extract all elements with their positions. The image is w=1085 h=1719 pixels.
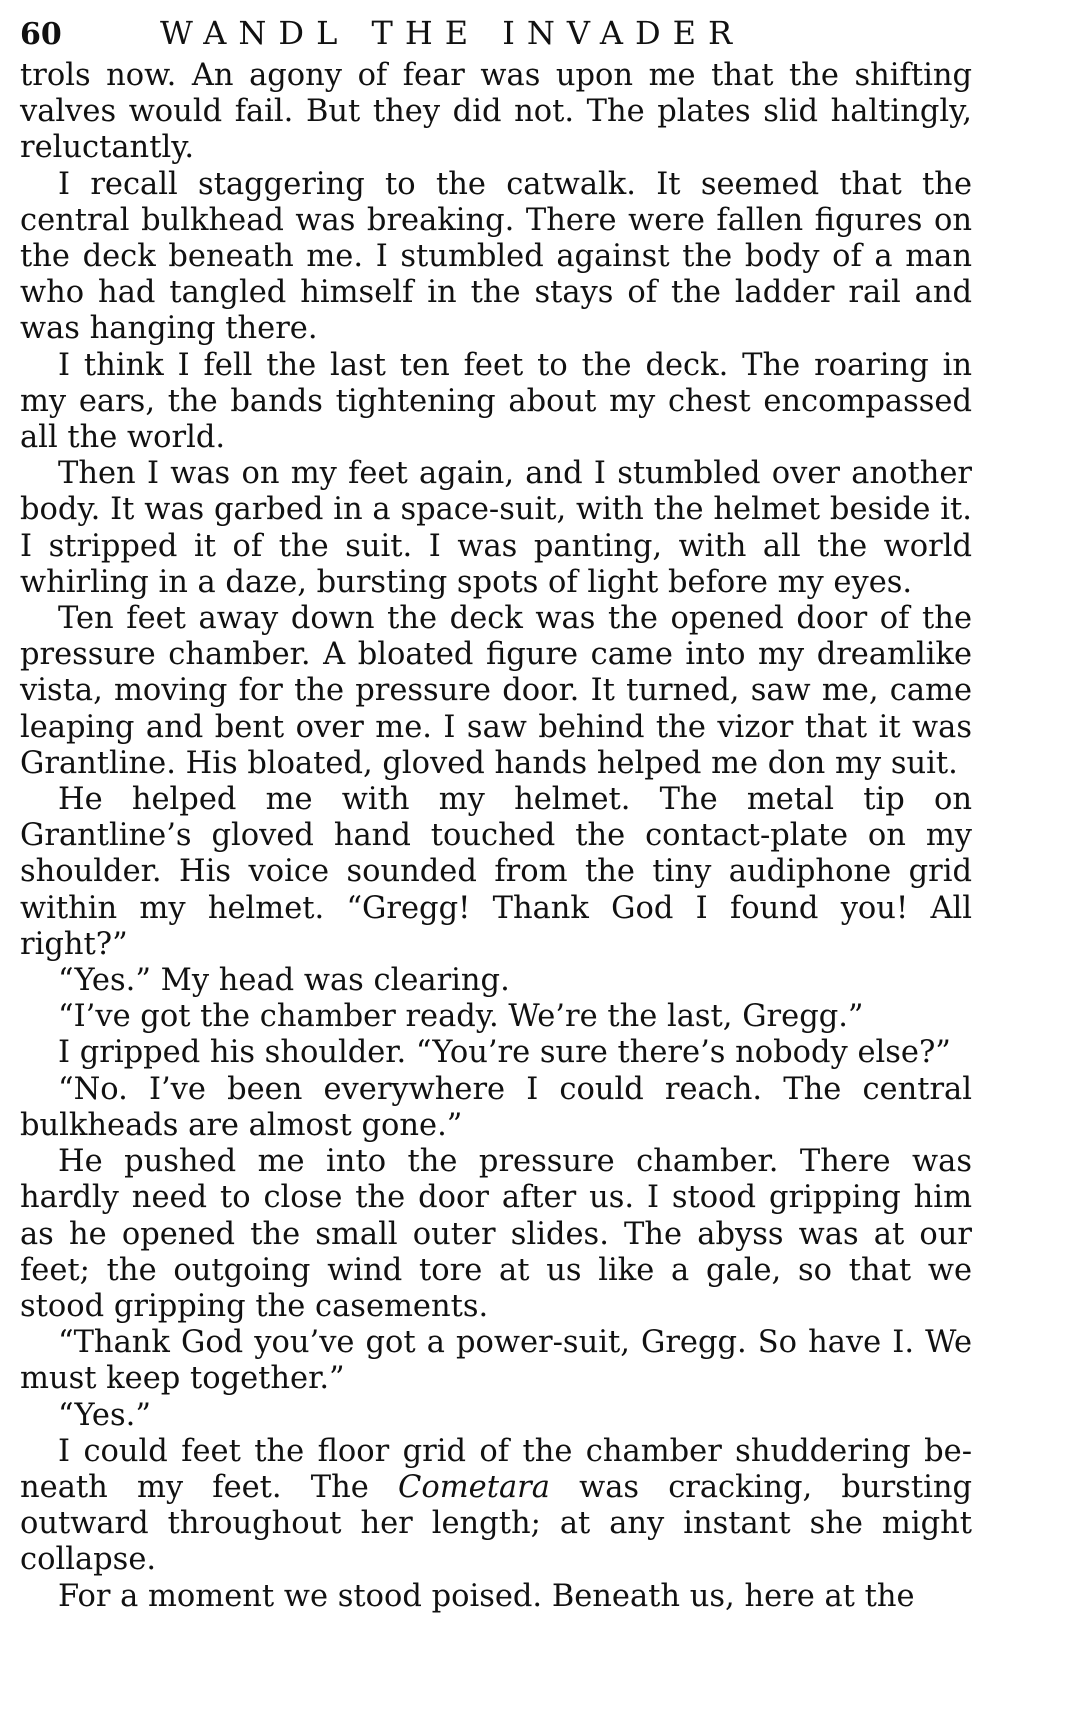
paragraph (20, 1325, 972, 1397)
paragraph-text: He pushed me into the pressure chamber. There was hardly need to close the door after us. I stood gripping him as he opened the small outer slides. The abyss was at our feet; the outgoing wind tore at us like a gale, so that we stood gripping the casements. (20, 1144, 972, 1324)
book-page (20, 8, 972, 1615)
paragraph (20, 999, 972, 1035)
paragraph-text: He helped me with my helmet. The metal tip on Grantline’s gloved hand touched the contact-plate on my shoulder. His voice sounded from the tiny audiphone grid within my helmet. “Gregg! Thank God I found you! All right?” (20, 782, 972, 962)
paragraph-text: I gripped his shoulder. “You’re sure there’s nobody else?” (58, 1035, 951, 1071)
paragraph-text: “Thank God you’ve got a power-suit, Gregg. So have I. We must keep together.” (20, 1325, 972, 1397)
paragraph-text: I recall staggering to the catwalk. It seemed that the central bulkhead was breaking. There were fallen figures on the deck beneath me. I stumbled against the body of a man who had tangled himself in the stays of the ladder rail and was hanging there. (20, 166, 972, 347)
page-number: 60 (20, 17, 62, 52)
paragraph (20, 1398, 972, 1434)
paragraph (20, 782, 972, 963)
paragraph-text: “I’ve got the chamber ready. We’re the last, Gregg.” (58, 999, 864, 1035)
paragraph-text: “Yes.” My head was clearing. (58, 963, 510, 999)
paragraph-text: trols now. An agony of fear was upon me that the shifting valves would fail. But they did not. The plates slid haltingly, reluctantly. (20, 58, 972, 166)
paragraph (20, 1434, 972, 1579)
ship-name-italic: Cometara (398, 1469, 550, 1505)
body-text (20, 58, 972, 1615)
paragraph-text: Then I was on my feet again, and I stumbled over another body. It was garbed in a space-suit, with the helmet beside it. I stripped it of the suit. I was panting, with all the world whirling in a daze, bursting spots of light before my eyes. (20, 456, 972, 600)
paragraph-text-before-italic: I could feet the floor grid of the chamber shuddering beneath my feet. The (20, 1433, 972, 1505)
paragraph-text: Ten feet away down the deck was the opened door of the pressure chamber. A bloated figure came into my dreamlike vista, moving for the pressure door. It turned, saw me, came leaping and bent over me. I saw behind the vizor that it was Grantline. His bloated, gloved hands helped me don my suit. (20, 601, 972, 781)
page-header (20, 8, 972, 58)
paragraph (20, 58, 972, 167)
paragraph (20, 1072, 972, 1144)
paragraph-text: “No. I’ve been everywhere I could reach. The central bulkheads are almost gone.” (20, 1071, 972, 1143)
paragraph (20, 167, 972, 348)
paragraph (20, 1035, 972, 1071)
paragraph (20, 456, 972, 601)
paragraph-text: For a moment we stood poised. Beneath us, here at the (58, 1578, 915, 1614)
paragraph-text: I think I fell the last ten feet to the deck. The roaring in my ears, the bands tightening about my chest encompassed all the world. (20, 347, 972, 456)
running-title: WANDL THE INVADER (160, 14, 745, 52)
paragraph (20, 1144, 972, 1325)
paragraph-text: “Yes.” (58, 1397, 151, 1433)
paragraph (20, 1579, 972, 1615)
paragraph-text-after-italic: was cracking, bursting outward throughout her length; at any instant she might collapse. (20, 1469, 972, 1578)
paragraph (20, 963, 972, 999)
paragraph (20, 601, 972, 782)
paragraph (20, 348, 972, 457)
